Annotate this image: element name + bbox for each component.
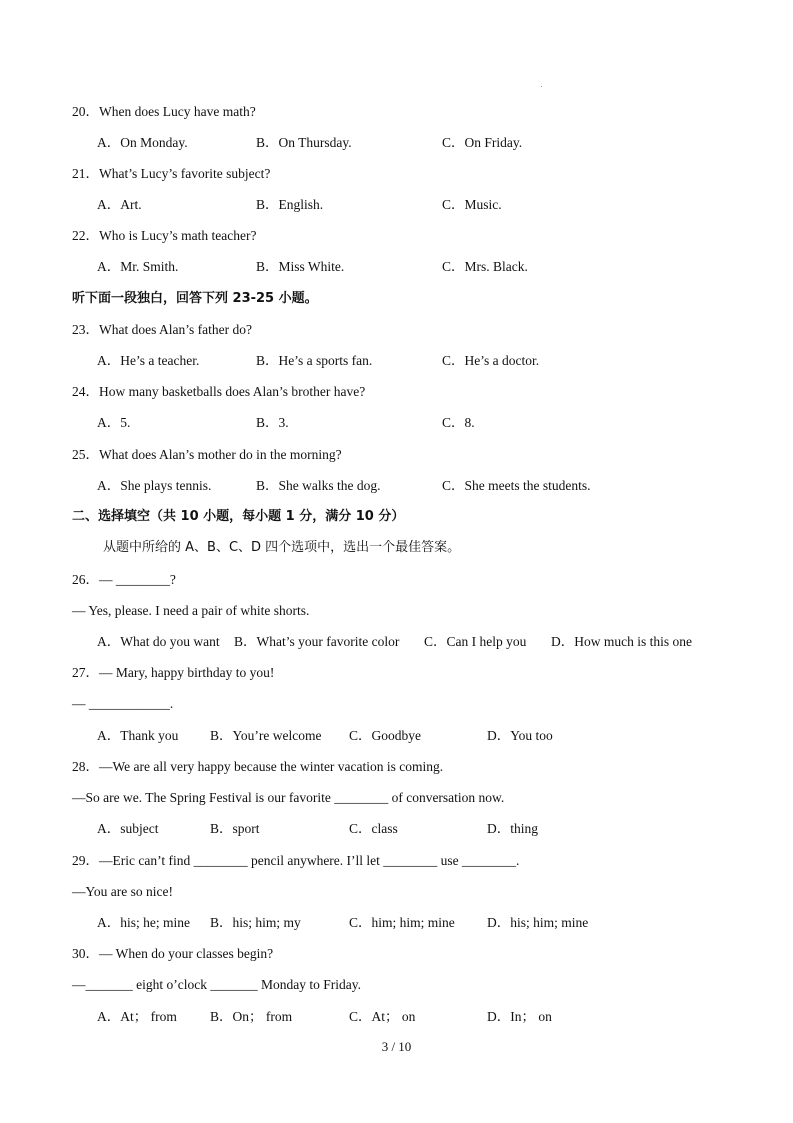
q28-option-c: C．class	[349, 821, 398, 836]
q27-option-c: C．Goodbye	[349, 728, 421, 743]
q20-option-b: B．On Thursday.	[256, 135, 352, 150]
q28-option-a: A．subject	[97, 821, 159, 836]
q26-option-c: C．Can I help you	[424, 634, 527, 649]
q30-option-b: B．On； from	[210, 1009, 293, 1024]
q24-option-a: A．5.	[97, 415, 131, 430]
q28-option-b: B．sport	[210, 821, 260, 836]
q21-option-b: B．English.	[256, 197, 324, 212]
scan-speck	[541, 86, 542, 87]
q26-response: — Yes, please. I need a pair of white shorts.	[72, 603, 310, 618]
q25-option-b: B．She walks the dog.	[256, 478, 381, 493]
q27-response: — ____________.	[72, 696, 174, 711]
question-24: 24．How many basketballs does Alan’s brother have?	[72, 384, 366, 399]
q29-option-c: C．him; him; mine	[349, 915, 455, 930]
question-26: 26．— ________?	[72, 572, 176, 587]
q21-option-a: A．Art.	[97, 197, 142, 212]
q21-option-c: C．Music.	[442, 197, 502, 212]
question-30: 30．— When do your classes begin?	[72, 946, 274, 961]
page-number: 3 / 10	[381, 1039, 412, 1054]
q24-option-c: C．8.	[442, 415, 475, 430]
q29-option-d: D．his; him; mine	[487, 915, 589, 930]
q30-option-a: A．At； from	[97, 1009, 177, 1024]
question-20: 20．When does Lucy have math?	[72, 104, 256, 119]
q22-option-a: A．Mr. Smith.	[97, 259, 179, 274]
section-2-instruction: 从题中所给的 A、B、C、D 四个选项中，选出一个最佳答案。	[103, 540, 461, 555]
q30-option-d: D．In； on	[487, 1009, 552, 1024]
q26-option-d: D．How much is this one	[551, 634, 692, 649]
q28-response: —So are we. The Spring Festival is our favorite ________ of conversation now.	[72, 790, 505, 805]
q28-option-d: D．thing	[487, 821, 539, 836]
q29-response: —You are so nice!	[72, 884, 173, 899]
q23-option-c: C．He’s a doctor.	[442, 353, 540, 368]
q26-option-a: A．What do you want	[97, 634, 220, 649]
q22-option-c: C．Mrs. Black.	[442, 259, 528, 274]
question-25: 25．What does Alan’s mother do in the morning?	[72, 447, 342, 462]
q22-option-b: B．Miss White.	[256, 259, 345, 274]
q27-option-d: D．You too	[487, 728, 553, 743]
q25-option-c: C．She meets the students.	[442, 478, 591, 493]
section-2-title: 二、选择填空（共 10 小题，每小题 1 分，满分 10 分）	[72, 509, 405, 524]
q23-option-b: B．He’s a sports fan.	[256, 353, 373, 368]
question-23: 23．What does Alan’s father do?	[72, 322, 252, 337]
q30-response: —_______ eight o’clock _______ Monday to Friday.	[72, 977, 361, 992]
q24-option-b: B．3.	[256, 415, 289, 430]
q23-option-a: A．He’s a teacher.	[97, 353, 200, 368]
question-22: 22．Who is Lucy’s math teacher?	[72, 228, 257, 243]
question-27: 27．— Mary, happy birthday to you!	[72, 665, 275, 680]
q29-option-b: B．his; him; my	[210, 915, 301, 930]
q30-option-c: C．At； on	[349, 1009, 416, 1024]
listening-instruction: 听下面一段独白，回答下列 23-25 小题。	[72, 291, 318, 306]
q26-option-b: B．What’s your favorite color	[234, 634, 400, 649]
q29-option-a: A．his; he; mine	[97, 915, 190, 930]
q20-option-c: C．On Friday.	[442, 135, 523, 150]
q25-option-a: A．She plays tennis.	[97, 478, 212, 493]
q20-option-a: A．On Monday.	[97, 135, 188, 150]
q27-option-a: A．Thank you	[97, 728, 179, 743]
question-21: 21．What’s Lucy’s favorite subject?	[72, 166, 271, 181]
question-29: 29．—Eric can’t find ________ pencil anywhere. I’ll let ________ use ________.	[72, 853, 520, 868]
question-28: 28．—We are all very happy because the winter vacation is coming.	[72, 759, 444, 774]
q27-option-b: B．You’re welcome	[210, 728, 322, 743]
